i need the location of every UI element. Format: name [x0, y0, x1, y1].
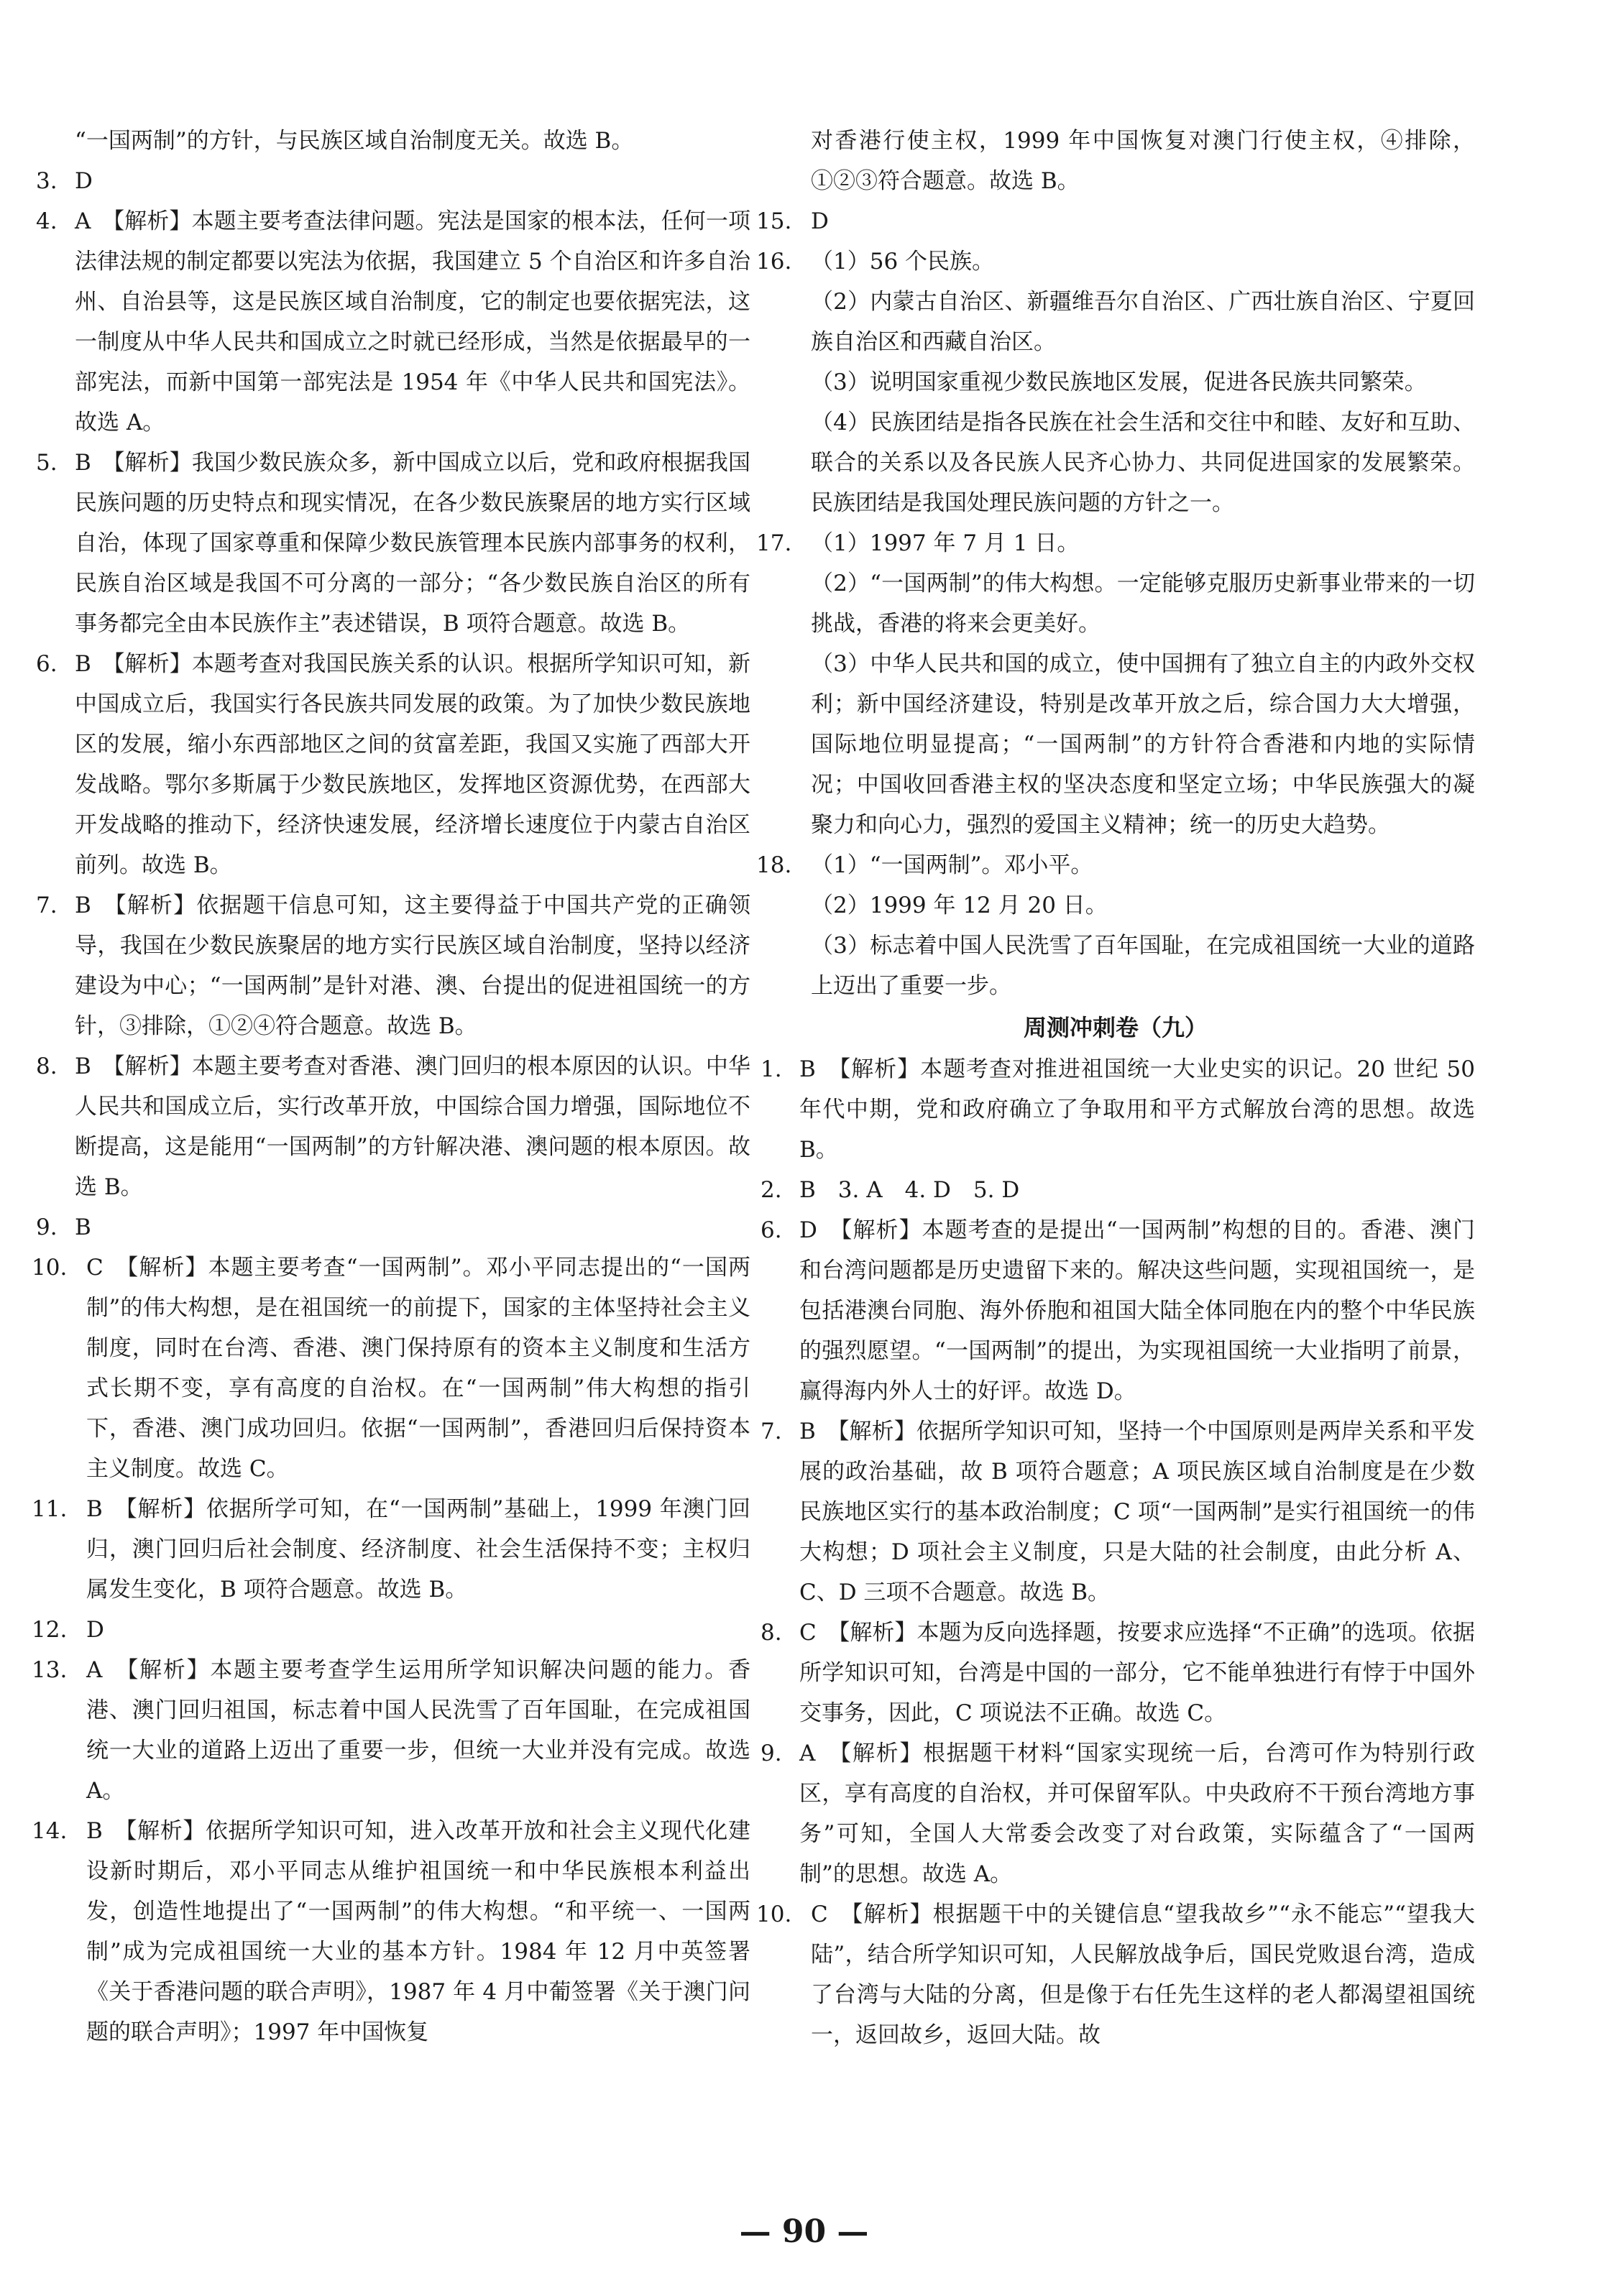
answer-text: B 【解析】本题考查对推进祖国统一大业史实的识记。20 世纪 50 年代中期，党和政府确立了争取用和平方式解放台湾的思想。故选 B。 [799, 1056, 1475, 1163]
answer-item [756, 1613, 1475, 1733]
answer-text: D 【解析】本题考查的是提出“一国两制”构想的目的。香港、澳门和台湾问题都是历史遗留下来的。解决这些问题，实现祖国统一，是包括港澳台同胞、海外侨胞和祖国大陆全体同胞在内的整个中华民族的强烈愿望。“一国两制”的提出，为实现祖国统一大业指明了前景，赢得海内外人士的好评。故选 D。 [799, 1217, 1475, 1404]
question-number: 14. [32, 1818, 68, 1844]
answer-item [32, 1248, 750, 1489]
question-number: 10. [32, 1255, 68, 1281]
question-number: 12. [32, 1617, 68, 1643]
question-number: 6. [36, 651, 58, 677]
question-number: 15. [756, 208, 792, 234]
answer-item [32, 443, 750, 644]
answer-item [756, 1210, 1475, 1411]
answer-item [756, 1170, 1475, 1210]
answer-item [32, 1610, 750, 1650]
question-number: 4. [36, 208, 58, 234]
answer-text: B 【解析】我国少数民族众多，新中国成立以后，党和政府根据我国民族问题的历史特点和现实情况，在各少数民族聚居的地方实行区域自治，体现了国家尊重和保障少数民族管理本民族内部事务的权利，民族自治区域是我国不可分离的一部分；“各少数民族自治区的所有事务都完全由本民族作主”表述错误，B 项符合题意。故选 B。 [75, 450, 750, 637]
answer-text: D [811, 208, 829, 234]
answer-item [32, 1489, 750, 1610]
sub-answer: （3）中华人民共和国的成立，使中国拥有了独立自主的内政外交权利；新中国经济建设，特别是改革开放之后，综合国力大大增强，国际地位明显提高；“一国两制”的方针符合香港和内地的实际情况；中国收回香港主权的坚决态度和坚定立场；中华民族强大的凝聚力和向心力，强烈的爱国主义精神；统一的历史大趋势。 [811, 651, 1475, 838]
answer-item [32, 201, 750, 443]
answer-item [756, 241, 1475, 282]
answer-text: （1）“一国两制”。邓小平。 [811, 852, 1093, 878]
answer-item [756, 1049, 1475, 1170]
question-number: 17. [756, 530, 792, 556]
answer-text: B 【解析】依据所学知识可知，坚持一个中国原则是两岸关系和平发展的政治基础，故 B 项符合题意；A 项民族区域自治制度是在少数民族地区实行的基本政治制度；C 项“一国两制”是实行祖国统一的伟大构想；D 项社会主义制度，只是大陆的社会制度，由此分析 A、C、D 三项不合题意。故选 B。 [799, 1419, 1475, 1605]
answer-text: B [75, 1214, 91, 1240]
answer-text: B 3. A 4. D 5. D [799, 1177, 1020, 1203]
question-number: 7. [36, 893, 58, 918]
answer-text: B 【解析】依据所学知识可知，进入改革开放和社会主义现代化建设新时期后，邓小平同志从维护祖国统一和中华民族根本利益出发，创造性地提出了“一国两制”的伟大构想。“和平统一、一国两制”成为完成祖国统一大业的基本方针。1984 年 12 月中英签署《关于香港问题的联合声明》，1987 年 4 月中葡签署《关于澳门问题的联合声明》；1997 年中国恢复 [86, 1818, 750, 2045]
answer-item [32, 885, 750, 1046]
question-number: 2. [761, 1177, 782, 1203]
question-number: 8. [761, 1620, 782, 1646]
right-column [756, 121, 1475, 2055]
answer-text: B 【解析】本题考查对我国民族关系的认识。根据所学知识可知，新中国成立后，我国实行各民族共同发展的政策。为了加快少数民族地区的发展，缩小东西部地区之间的贫富差距，我国又实施了西部大开发战略。鄂尔多斯属于少数民族地区，发挥地区资源优势，在西部大开发战略的推动下，经济快速发展，经济增长速度位于内蒙古自治区前列。故选 B。 [75, 651, 750, 878]
answer-text: A 【解析】本题主要考查学生运用所学知识解决问题的能力。香港、澳门回归祖国，标志着中国人民洗雪了百年国耻，在完成祖国统一大业的道路上迈出了重要一步，但统一大业并没有完成。故选 A。 [86, 1657, 750, 1804]
question-number: 8. [36, 1054, 58, 1079]
answer-text: D [75, 168, 93, 194]
question-number: 6. [761, 1217, 782, 1243]
continued-text: “一国两制”的方针，与民族区域自治制度无关。故选 B。 [75, 128, 634, 154]
continued-text: 对香港行使主权，1999 年中国恢复对澳门行使主权，④排除，①②③符合题意。故选 B。 [811, 128, 1475, 194]
question-number: 3. [36, 168, 58, 194]
question-number: 5. [36, 450, 58, 476]
answer-item [756, 845, 1475, 885]
sub-answer: （2）1999 年 12 月 20 日。 [811, 893, 1108, 918]
sub-answer: （3）说明国家重视少数民族地区发展，促进各民族共同繁荣。 [811, 369, 1427, 395]
question-number: 1. [761, 1056, 782, 1082]
answer-text: B 【解析】本题主要考查对香港、澳门回归的根本原因的认识。中华人民共和国成立后，实行改革开放，中国综合国力增强，国际地位不断提高，这是能用“一国两制”的方针解决港、澳问题的根本原因。故选 B。 [75, 1054, 750, 1200]
answer-text: C 【解析】本题主要考查“一国两制”。邓小平同志提出的“一国两制”的伟大构想，是在祖国统一的前提下，国家的主体坚持社会主义制度，同时在台湾、香港、澳门保持原有的资本主义制度和生活方式长期不变，享有高度的自治权。在“一国两制”伟大构想的指引下，香港、澳门成功回归。依据“一国两制”，香港回归后保持资本主义制度。故选 C。 [86, 1255, 750, 1482]
question-number: 16. [756, 249, 792, 275]
answer-text: D [86, 1617, 104, 1643]
answer-item [32, 644, 750, 885]
answer-text: （1）1997 年 7 月 1 日。 [811, 530, 1080, 556]
sub-answer: （3）标志着中国人民洗雪了百年国耻，在完成祖国统一大业的道路上迈出了重要一步。 [811, 933, 1475, 999]
answer-text: A 【解析】本题主要考查法律问题。宪法是国家的根本法，任何一项法律法规的制定都要以宪法为依据，我国建立 5 个自治区和许多自治州、自治县等，这是民族区域自治制度，它的制定也要依据宪法，这一制度从中华人民共和国成立之时就已经形成，当然是依据最早的一部宪法，而新中国第一部宪法是 1954 年《中华人民共和国宪法》。故选 A。 [75, 208, 750, 435]
answer-item [756, 523, 1475, 563]
answer-text: C 【解析】根据题干中的关键信息“望我故乡”“永不能忘”“望我大陆”，结合所学知识可知，人民解放战争后，国民党败退台湾，造成了台湾与大陆的分离，但是像于右任先生这样的老人都渴望祖国统一，返回故乡，返回大陆。故 [811, 1901, 1475, 2048]
answer-item [756, 1733, 1475, 1894]
answer-item [756, 1894, 1475, 2055]
question-number: 7. [761, 1419, 782, 1444]
sub-answer: （2）内蒙古自治区、新疆维吾尔自治区、广西壮族自治区、宁夏回族自治区和西藏自治区。 [811, 289, 1475, 355]
answer-item [32, 1650, 750, 1811]
section-heading: 周测冲刺卷（九） [1023, 1014, 1208, 1041]
answer-item [32, 161, 750, 201]
question-number: 11. [32, 1496, 68, 1522]
answer-text: C 【解析】本题为反向选择题，按要求应选择“不正确”的选项。依据所学知识可知，台湾是中国的一部分，它不能单独进行有悖于中国外交事务，因此，C 项说法不正确。故选 C。 [799, 1620, 1475, 1726]
answer-item [756, 1411, 1475, 1613]
page-number: — 90 — [739, 2213, 869, 2250]
answer-item [32, 1046, 750, 1207]
sub-answer: （2）“一国两制”的伟大构想。一定能够克服历史新事业带来的一切挑战，香港的将来会更美好。 [811, 571, 1475, 637]
answer-text: B 【解析】依据所学可知，在“一国两制”基础上，1999 年澳门回归，澳门回归后社会制度、经济制度、社会生活保持不变；主权归属发生变化，B 项符合题意。故选 B。 [86, 1496, 750, 1603]
answer-item [756, 201, 1475, 241]
answer-text: A 【解析】根据题干材料“国家实现统一后，台湾可作为特别行政区，享有高度的自治权，并可保留军队。中央政府不干预台湾地方事务”可知，全国人大常委会改变了对台政策，实际蕴含了“一国两制”的思想。故选 A。 [799, 1741, 1475, 1887]
question-number: 13. [32, 1657, 68, 1683]
left-column [32, 121, 750, 2052]
answer-item [32, 1811, 750, 2052]
question-number: 9. [761, 1741, 782, 1766]
answer-text: （1）56 个民族。 [811, 249, 995, 275]
answer-text: B 【解析】依据题干信息可知，这主要得益于中国共产党的正确领导，我国在少数民族聚居的地方实行民族区域自治制度，坚持以经济建设为中心；“一国两制”是针对港、澳、台提出的促进祖国统一的方针，③排除，①②④符合题意。故选 B。 [75, 893, 750, 1039]
answer-item [32, 1207, 750, 1248]
question-number: 10. [756, 1901, 792, 1927]
sub-answer: （4）民族团结是指各民族在社会生活和交往中和睦、友好和互助、联合的关系以及各民族人民齐心协力、共同促进国家的发展繁荣。民族团结是我国处理民族问题的方针之一。 [811, 410, 1475, 516]
question-number: 18. [756, 852, 792, 878]
question-number: 9. [36, 1214, 58, 1240]
